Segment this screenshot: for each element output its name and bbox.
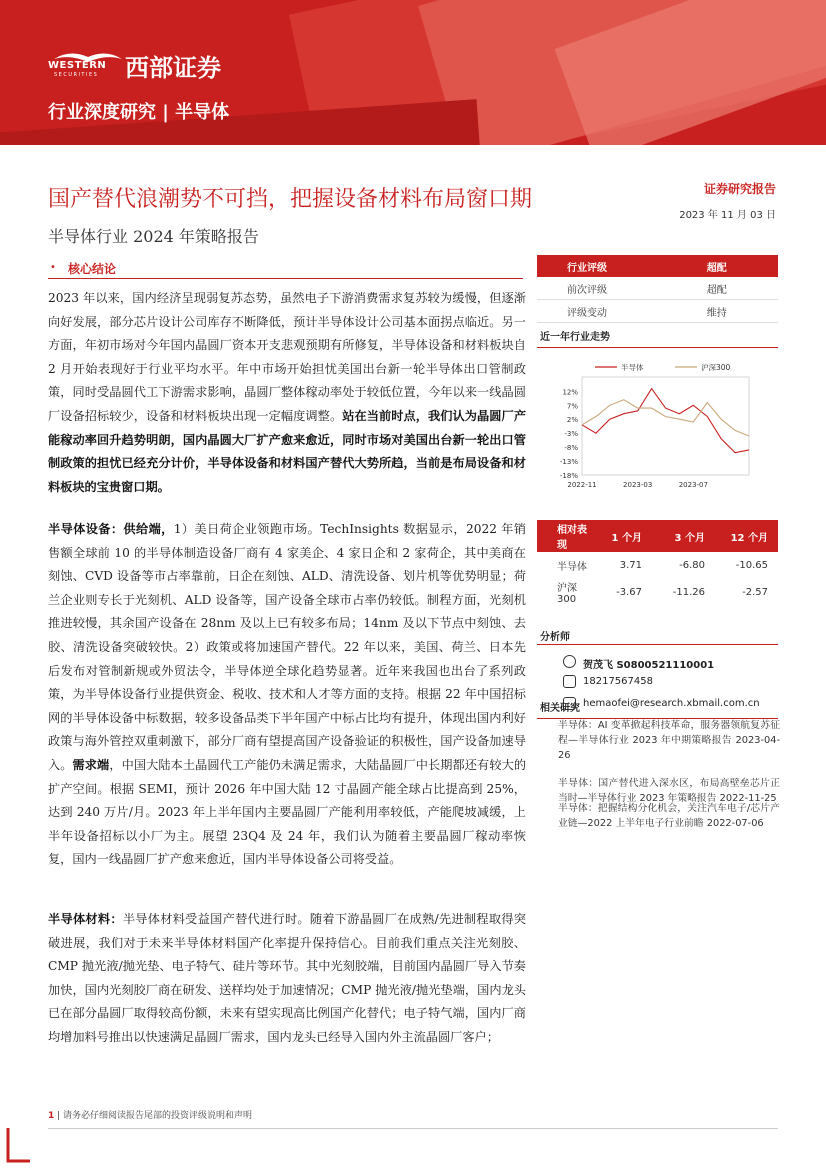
person-icon — [563, 655, 576, 668]
sub-title: 半导体行业 2024 年策略报告 — [48, 227, 259, 246]
report-type: 行业深度研究 | 半导体 — [48, 102, 230, 123]
performance-row — [537, 552, 778, 578]
main-title: 国产替代浪潮势不可挡，把握设备材料布局窗口期 — [48, 187, 533, 212]
perf-row-3m: -6.80 — [679, 559, 705, 571]
p1-text: 2023 年以来，国内经济呈现弱复苏态势，虽然电子下游消费需求复苏较为缓慢，但逐渐向好发展，部分芯片设计公司库存不断降低，预计半导体设计公司基本面拐点临近。另一方面，年初市场对今年国内晶圆厂资本开支悲观预期有所修复，半导体设备和材料板块自 2 月开始表现好于行业平均水平。年中市场开始担忧美国出台新一轮半导体出口管制政策，同时受晶圆代工下游需求影响，晶圆厂整体稼动率处于较低位置，今年以来一线晶圆厂设备招标较少，设备和材料板块出现一定幅度调整。 — [48, 291, 526, 423]
perf-row-12m: -10.65 — [735, 559, 768, 571]
x-tick-label: 2022-11 — [567, 481, 597, 489]
rating-row — [537, 300, 778, 323]
report-label: 证券研究报告 — [703, 182, 776, 196]
series-line — [582, 389, 749, 453]
logo-en: WESTERN — [48, 60, 107, 71]
trend-title-rule — [537, 347, 778, 348]
rating-row-value: 维持 — [667, 300, 778, 323]
series-line — [582, 400, 749, 436]
y-tick-label: 7% — [566, 402, 578, 411]
x-tick-label: 2023-07 — [678, 481, 708, 489]
perf-row-name: 半导体 — [557, 561, 587, 573]
related-title: 相关研究 — [540, 703, 580, 714]
x-tick-label: 2023-03 — [623, 481, 653, 489]
y-tick-label: -3% — [564, 430, 578, 439]
performance-row — [537, 578, 778, 606]
y-tick-label: -13% — [559, 458, 578, 467]
chart-frame — [582, 377, 749, 475]
logo-en-sub: SECURITIES — [54, 72, 99, 78]
performance-header-row — [537, 520, 778, 552]
perf-header-12m: 12 个月 — [715, 520, 778, 552]
p3-lead: 半导体材料： — [48, 912, 123, 926]
related-item[interactable]: 半导体：把握结构分化机会，关注汽车电子/芯片产业链—2022 上半年电子行业前瞻 2022-07-06 — [558, 803, 780, 829]
trend-title: 近一年行业走势 — [540, 332, 610, 343]
legend-label: 半导体 — [621, 363, 644, 372]
perf-row-name: 沪深 300 — [557, 583, 577, 605]
analyst-phone: 18217567458 — [583, 676, 653, 687]
paragraph-materials — [48, 908, 526, 1050]
rating-row-label: 前次评级 — [537, 277, 667, 300]
related-item[interactable]: 半导体：国产替代进入深水区，布局高壁垒芯片正当时—半导体行业 2023 年策略报告 2022-11-25 — [558, 778, 780, 804]
logo-cn: 西部证券 — [125, 54, 221, 82]
related-item[interactable]: 半导体：AI 变革掀起科技革命，服务器领航复苏征程—半导体行业 2023 年中期策略报告 2023-04-26 — [558, 720, 780, 761]
core-heading-rule — [48, 258, 523, 279]
analyst-title-rule — [537, 644, 778, 645]
rating-header-label: 行业评级 — [537, 255, 667, 277]
perf-header-3m: 3 个月 — [652, 520, 715, 552]
trend-chart — [537, 355, 782, 495]
rating-table — [537, 255, 778, 323]
analyst-email[interactable]: hemaofei@research.xbmail.com.cn — [583, 698, 760, 709]
p3-text: 半导体材料受益国产替代进行时。随着下游晶圆厂在成熟/先进制程取得突破进展，我们对于未来半导体材料国产化率提升保持信心。目前我们重点关注光刻胶、CMP 抛光液/抛光垫、电子特气、硅片等环节。其中光刻胶端，目前国内晶圆厂导入节奏加快，国内光刻胶厂商在研发、送样均处于加速情况；CMP 抛光液/抛光垫端，国内龙头已在部分晶圆厂取得较高份额，未来有望实现高比例国产化替代；电子特气端，国内厂商均增加料号推出以快速满足晶圆厂需求，国内龙头已经导入国内外主流晶圆厂客户； — [48, 912, 526, 1044]
footer — [48, 1108, 252, 1121]
rating-header-row — [537, 255, 778, 277]
perf-row-3m: -11.26 — [672, 586, 705, 598]
p2-text-a: 1）美日荷企业领跑市场。TechInsights 数据显示，2022 年销售额全球前 10 的半导体制造设备厂商有 4 家美企、4 家日企和 2 家荷企，其中美商在刻蚀、CVD 设备等市占率靠前，日企在刻蚀、ALD、清洗设备、划片机等优势明显；荷兰企业则专长于光刻机、ALD 设备等，国产设备全球市占率仍较低。制程方面，光刻机推进较慢，其余国产设备在 28nm 及以上已有较多布局；14nm 及以下节点中刻蚀、去胶、清洗设备突破较快。2）政策或将加速国产替代。22 年以来，美国、荷兰、日本先后发布对管制新规或外贸法令，半导体逆全球化趋势显著。近年来我国也出台了系列政策，为半导体设备行业提供资金、税收、技术和人才等方面的支持。根据 22 年中国招标网的半导体设备中标数据，较多设备品类下半年国产中标占比均有提升，体现出国内利好政策与海外管控双重刺激下，部分厂商有望提高国产设备验证的积极性，国产设备加速导入。 — [48, 522, 526, 772]
perf-header-1m: 1 个月 — [589, 520, 652, 552]
rating-row — [537, 277, 778, 300]
report-date: 2023 年 11 月 03 日 — [679, 210, 776, 221]
phone-icon — [563, 675, 576, 688]
rating-header-value: 超配 — [667, 255, 778, 277]
analyst-title: 分析师 — [540, 632, 570, 643]
analyst-name: 贺茂飞 S0800521110001 — [583, 660, 715, 671]
corner-decoration — [0, 1128, 30, 1169]
paragraph-equipment — [48, 518, 526, 872]
core-heading: 核心结论 — [68, 262, 117, 276]
perf-header-name: 相对表现 — [537, 520, 589, 552]
page-number: 1 — [48, 1111, 55, 1121]
footer-disclaimer: | 请务必仔细阅读报告尾部的投资评级说明和声明 — [57, 1111, 253, 1121]
p1-bold-text: 站在当前时点，我们认为晶圆厂产能稼动率回升趋势明朗，国内晶圆大厂扩产愈来愈近，同时市场对美国出台新一轮出口管制政策的担忧已经充分计价，半导体设备和材料国产替代大势所趋，当前是布局设备和材料板块的宝贵窗口期。 — [48, 408, 527, 494]
rating-row-value: 超配 — [667, 277, 778, 300]
y-tick-label: -18% — [559, 472, 578, 480]
y-tick-label: 2% — [566, 416, 578, 425]
perf-row-12m: -2.57 — [742, 586, 768, 598]
p2-lead: 半导体设备：供给端， — [48, 522, 174, 536]
perf-row-1m: 3.71 — [619, 559, 642, 571]
y-tick-label: 12% — [562, 388, 578, 397]
rating-row-label: 评级变动 — [537, 300, 667, 323]
y-tick-label: -8% — [564, 444, 578, 453]
paragraph-market-review — [48, 287, 526, 499]
legend-label: 沪深300 — [701, 363, 731, 372]
perf-row-1m: -3.67 — [616, 586, 642, 598]
performance-table — [537, 520, 778, 606]
footer-rule — [48, 1128, 778, 1129]
core-bullet: • — [50, 262, 56, 273]
p2-text-b: ，中国大陆本土晶圆代工产能仍未满足需求，大陆晶圆厂中长期都还有较大的扩产空间。根据 SEMI，预计 2026 年中国大陆 12 寸晶圆产能全球占比提高到 25%，达到 240 万片/月。2023 年上半年国内主要晶圆厂产能利用率较低，产能爬坡减缓，上半年设备招标以小厂为主。展望 23Q4 及 24 年，我们认为随着主要晶圆厂稼动率恢复，国内一线晶圆厂扩产愈来愈近，国内半导体设备公司将受益。 — [48, 757, 527, 867]
p2-demand: 需求端 — [72, 757, 110, 772]
